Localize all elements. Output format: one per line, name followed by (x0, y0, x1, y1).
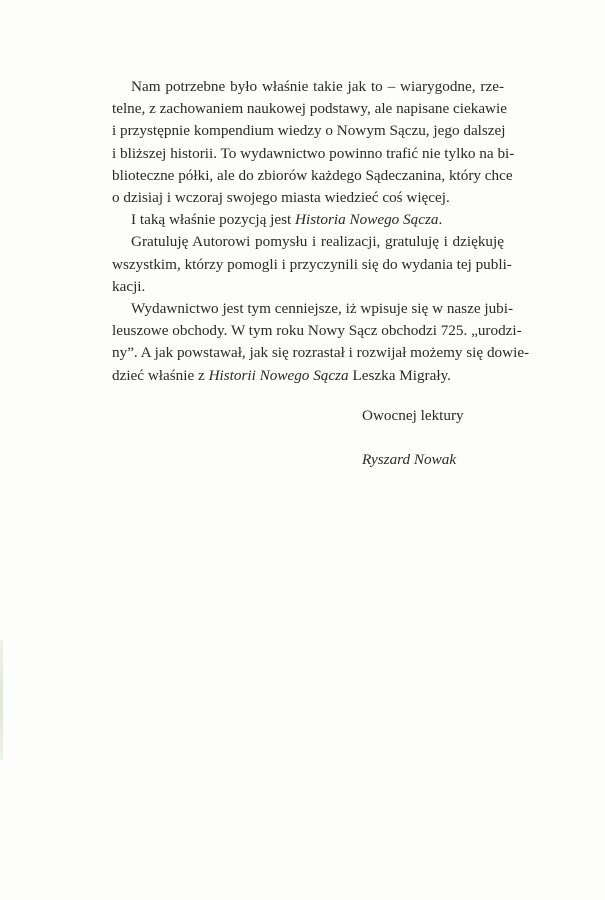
text-fragment: . (438, 211, 443, 229)
text-line: Nam potrzebne było właśnie takie jak to – wiarygodne, rze- (131, 78, 504, 95)
book-title: Historii Nowego Sącza (208, 366, 349, 384)
text-line: kacji. (112, 277, 146, 295)
book-title: Historia Nowego Sącza (295, 211, 439, 229)
text-fragment: dzieć właśnie z (112, 366, 209, 384)
text-line (112, 365, 504, 387)
text-fragment: I taką właśnie pozycją jest (131, 211, 296, 229)
text-line: ny”. A jak powstawał, jak się rozrastał i rozwijał możemy się dowie- (112, 344, 530, 362)
foreword-text (112, 76, 530, 387)
text-line: i bliższej historii. To wydawnictwo powinno trafić nie tylko na bi- (112, 144, 515, 162)
text-line: o dzisiaj i wczoraj swojego miasta wiedzieć coś więcej. (112, 189, 450, 207)
closing-phrase: Owocnej lektury (362, 407, 464, 424)
text-line: wszystkim, którzy pomogli i przyczynili się do wydania tej publi- (112, 255, 512, 273)
text-line: Gratuluję Autorowi pomysłu i realizacji, gratuluję i dziękuję (131, 233, 504, 251)
text-line (112, 209, 504, 231)
text-line: i przystępnie kompendium wiedzy o Nowym Sączu, jego dalszej (112, 122, 506, 140)
page-edge-tint (0, 640, 3, 760)
author-signature: Ryszard Nowak (362, 451, 457, 468)
text-line: blioteczne półki, ale do zbiorów każdego Sądeczanina, który chce (112, 166, 513, 184)
text-line: Wydawnictwo jest tym cenniejsze, iż wpisuje się w nasze jubi- (131, 300, 514, 318)
text-line: leuszowe obchody. W tym roku Nowy Sącz obchodzi 725. „urodzi- (112, 322, 522, 340)
text-fragment: Leszka Migrały. (348, 366, 451, 384)
text-line: telne, z zachowaniem naukowej podstawy, ale napisane ciekawie (112, 100, 507, 118)
